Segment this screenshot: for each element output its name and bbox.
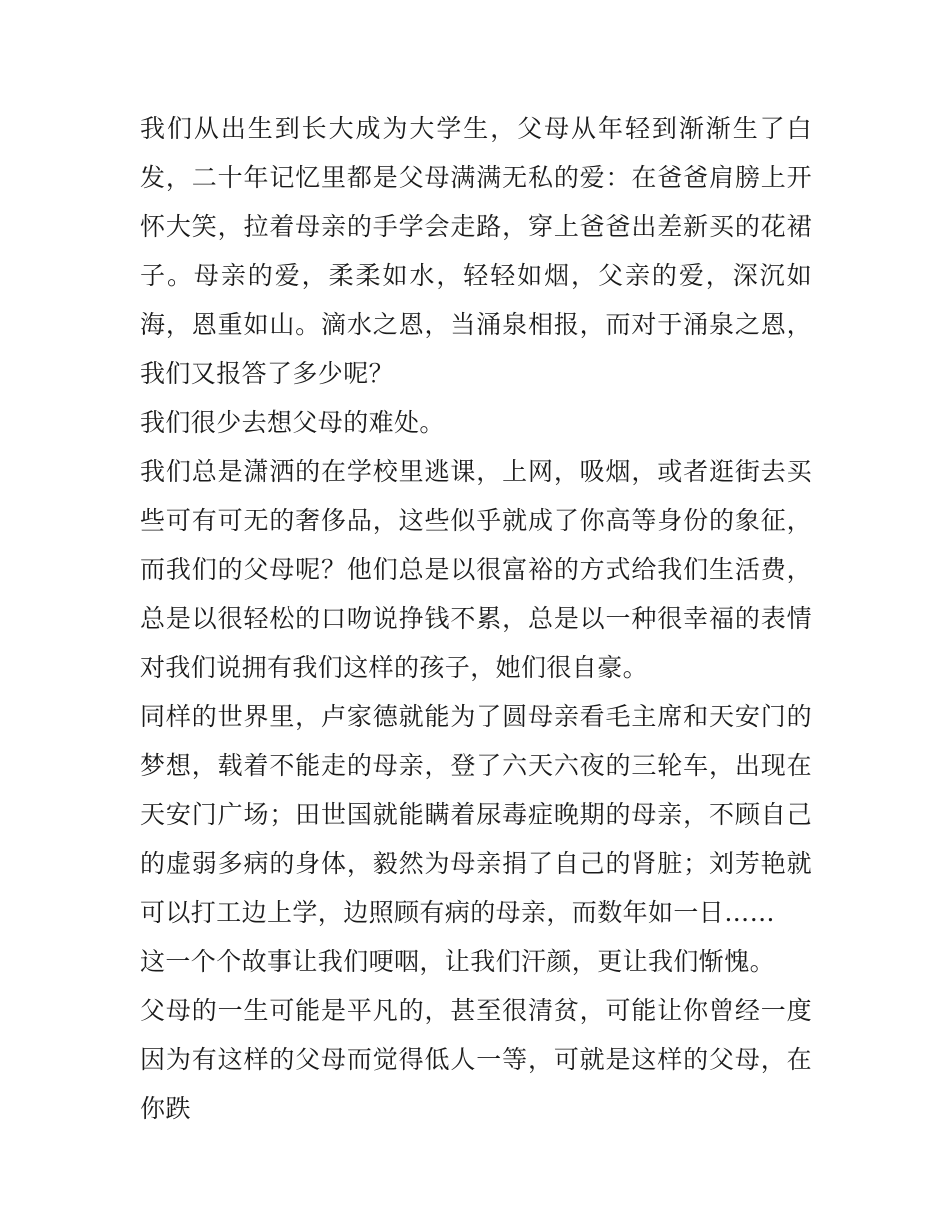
paragraph-1: 我们从出生到长大成为大学生，父母从年轻到渐渐生了白发，二十年记忆里都是父母满满无私的爱：在爸爸肩膀上开怀大笑，拉着母亲的手学会走路，穿上爸爸出差新买的花裙子。母亲的爱，柔柔如水，轻轻如烟，父亲的爱，深沉如海，恩重如山。滴水之恩，当涌泉相报，而对于涌泉之恩，我们又报答了多少呢？ (140, 114, 812, 388)
paragraph-4: 同样的世界里，卢家德就能为了圆母亲看毛主席和天安门的梦想，载着不能走的母亲，登了六天六夜的三轮车，出现在天安门广场；田世国就能瞒着尿毒症晚期的母亲，不顾自己的虚弱多病的身体，毅然为母亲捐了自己的肾脏；刘芳艳就可以打工边上学，边照顾有病的母亲，而数年如一日…… (140, 702, 812, 927)
document-body (140, 104, 812, 1133)
paragraph-3: 我们总是潇洒的在学校里逃课，上网，吸烟，或者逛街去买些可有可无的奢侈品，这些似乎就成了你高等身份的象征，而我们的父母呢？他们总是以很富裕的方式给我们生活费，总是以很轻松的口吻说挣钱不累，总是以一种很幸福的表情对我们说拥有我们这样的孩子，她们很自豪。 (140, 457, 812, 682)
paragraph-2: 我们很少去想父母的难处。 (140, 408, 445, 437)
paragraph-6: 父母的一生可能是平凡的，甚至很清贫，可能让你曾经一度因为有这样的父母而觉得低人一等，可就是这样的父母，在你跌 (140, 996, 812, 1123)
paragraph-5: 这一个个故事让我们哽咽，让我们汗颜，更让我们惭愧。 (140, 947, 776, 976)
